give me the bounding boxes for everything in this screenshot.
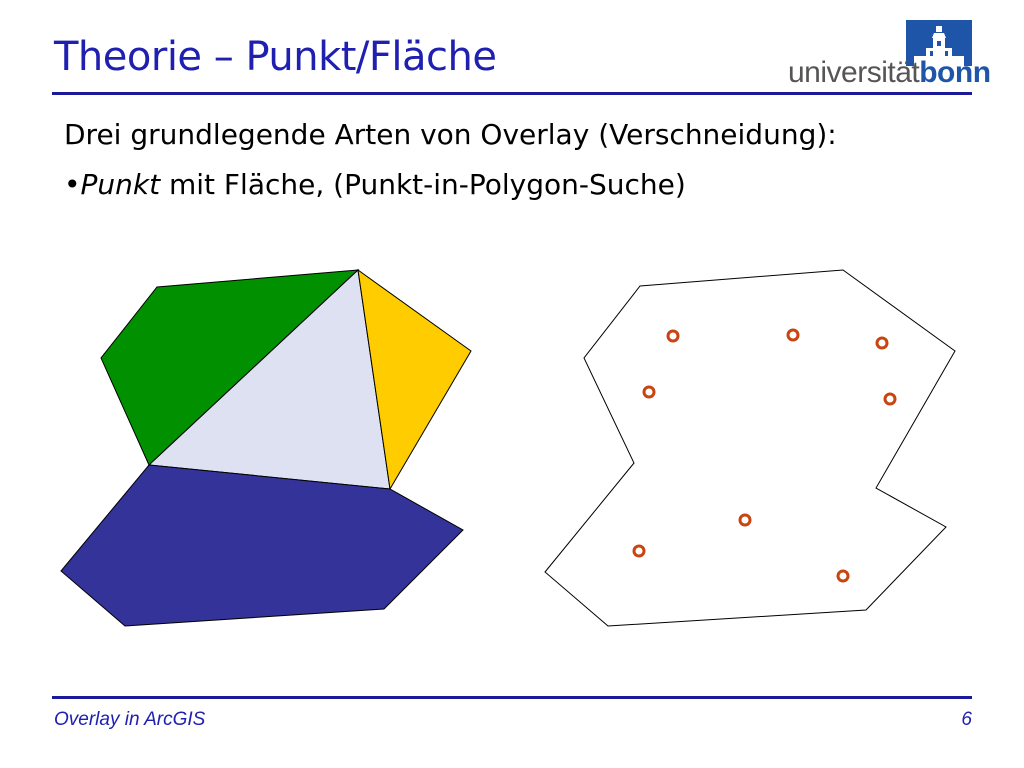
- point-marker: [877, 338, 887, 348]
- point-marker: [788, 330, 798, 340]
- polygon-layer: [61, 270, 471, 626]
- logo-wordmark-prefix: universität: [788, 56, 920, 89]
- title-divider: [52, 92, 972, 95]
- point-marker: [885, 394, 895, 404]
- bullet-emphasis: Punkt: [80, 168, 161, 201]
- logo-wordmark: [788, 56, 991, 90]
- bullet-item: [64, 168, 686, 201]
- footer-divider: [52, 696, 972, 699]
- slide-title: Theorie – Punkt/Fläche: [54, 34, 497, 80]
- footer-title: Overlay in ArcGIS: [54, 709, 206, 730]
- point-layer: [545, 270, 955, 626]
- point-marker: [634, 546, 644, 556]
- bullet-text: mit Fläche, (Punkt-in-Polygon-Suche): [160, 168, 686, 201]
- point-marker: [668, 331, 678, 341]
- university-logo: [782, 20, 991, 94]
- point-marker: [838, 571, 848, 581]
- point-marker: [740, 515, 750, 525]
- intro-line: Drei grundlegende Arten von Overlay (Verschneidung):: [64, 118, 837, 151]
- logo-wordmark-suffix: bonn: [919, 56, 991, 89]
- blue-polygon: [61, 465, 463, 626]
- bullet-marker: •: [64, 168, 81, 201]
- page-number: 6: [961, 709, 972, 730]
- overlay-figure: [40, 250, 980, 640]
- outline-polygon: [545, 270, 955, 626]
- point-marker: [644, 387, 654, 397]
